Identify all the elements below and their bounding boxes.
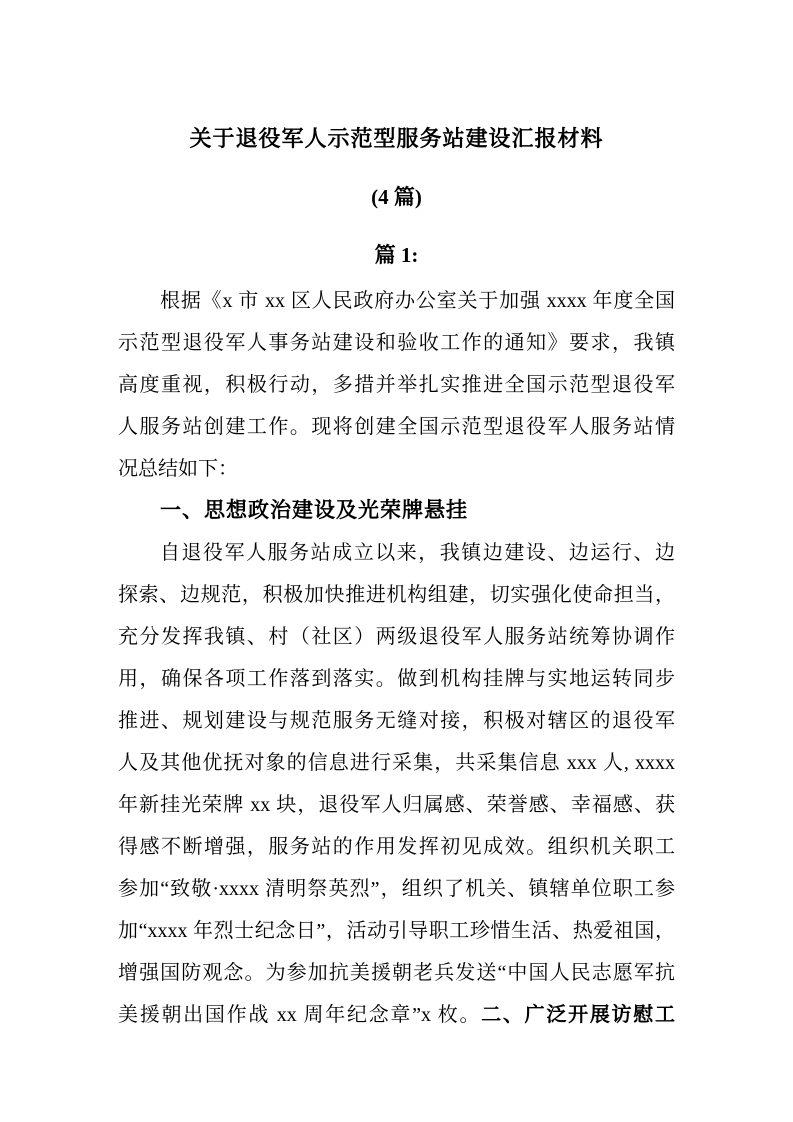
text-line <box>118 532 675 574</box>
section-1-heading: 一、思想政治建设及光荣牌悬挂 <box>160 499 468 522</box>
text-line <box>118 868 675 910</box>
piece-1-label: 篇 1: <box>374 243 419 267</box>
text-line <box>118 574 675 616</box>
document-content <box>118 124 675 1036</box>
text-segment: 探索、边规范，积极加快推进机构组建，切实强化使命担当， <box>118 584 675 606</box>
text-segment: 充分发挥我镇、村（社区）两级退役军人服务站统筹协调作 <box>118 626 675 648</box>
text-segment: 根据《x 市 xx 区人民政府办公室关于加强 xxxx 年度全国 <box>160 290 675 312</box>
text-line <box>118 826 675 868</box>
text-line <box>118 406 675 448</box>
text-line <box>118 616 675 658</box>
text-line <box>118 658 675 700</box>
text-segment: 人及其他优抚对象的信息进行采集，共采集信息 xxx 人, xxxx <box>118 752 675 774</box>
text-segment: 人服务站创建工作。现将创建全国示范型退役军人服务站情 <box>118 416 675 438</box>
text-segment: 高度重视，积极行动，多措并举扎实推进全国示范型退役军 <box>118 374 675 396</box>
text-segment: 用，确保各项工作落到落实。做到机构挂牌与实地运转同步 <box>118 668 675 690</box>
paragraph-section-1-body <box>118 532 675 1036</box>
text-segment: 况总结如下： <box>118 458 238 480</box>
text-segment: 示范型退役军人事务站建设和验收工作的通知》要求，我镇 <box>118 332 675 354</box>
piece-count-label: (4 篇) <box>371 185 422 209</box>
text-line <box>118 994 675 1036</box>
text-segment: 增强国防观念。为参加抗美援朝老兵发送“中国人民志愿军抗 <box>118 962 675 984</box>
text-line <box>118 742 675 784</box>
text-line <box>118 364 675 406</box>
text-line <box>118 952 675 994</box>
text-line <box>118 322 675 364</box>
paragraph-intro <box>118 280 675 490</box>
text-segment: 年新挂光荣牌 xx 块，退役军人归属感、荣誉感、幸福感、获 <box>118 794 675 816</box>
text-line <box>118 448 675 490</box>
text-line <box>118 784 675 826</box>
text-segment: 参加“致敬·xxxx 清明祭英烈”，组织了机关、镇辖单位职工参 <box>118 878 675 900</box>
text-line <box>118 910 675 952</box>
bold-inline-heading-segment: 二、广泛开展访慰工 <box>481 1004 675 1026</box>
text-segment: 推进、规划建设与规范服务无缝对接，积极对辖区的退役军 <box>118 710 675 732</box>
text-line <box>118 280 675 322</box>
text-segment: 美援朝出国作战 xx 周年纪念章”x 枚。 <box>118 1004 482 1026</box>
document-title: 关于退役军人示范型服务站建设汇报材料 <box>189 126 604 151</box>
text-segment: 自退役军人服务站成立以来，我镇边建设、边运行、边 <box>160 542 675 564</box>
text-segment: 得感不断增强，服务站的作用发挥初见成效。组织机关职工 <box>118 836 675 858</box>
text-line <box>118 700 675 742</box>
text-segment: 加“xxxx 年烈士纪念日”，活动引导职工珍惜生活、热爱祖国， <box>118 920 675 942</box>
